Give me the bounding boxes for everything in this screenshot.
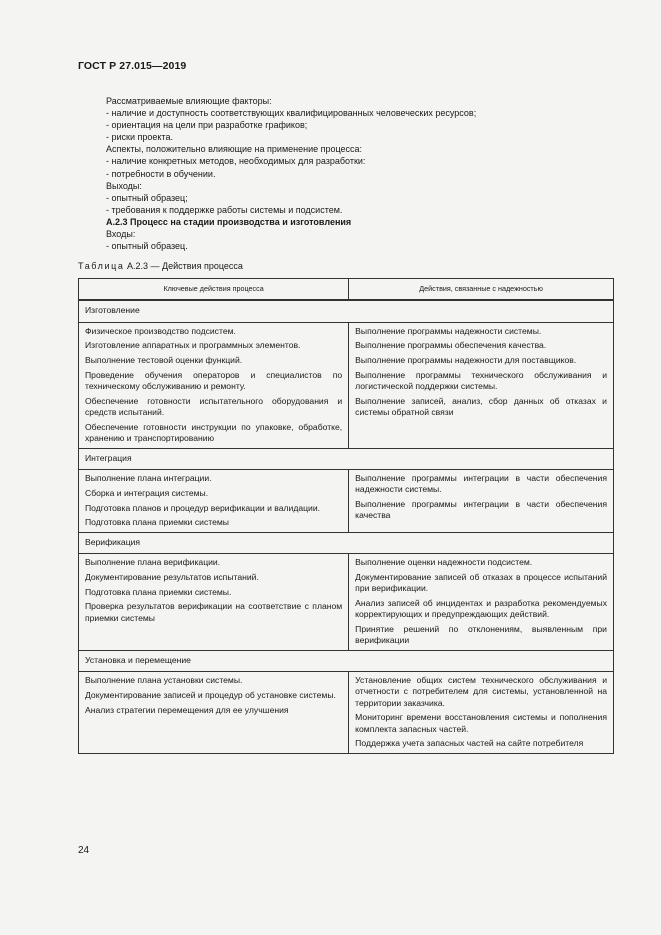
intro-line: Выходы: (106, 180, 142, 191)
action-item: Выполнение плана верификации. (85, 557, 221, 568)
table-caption-text: А.2.3 — Действия процесса (124, 261, 243, 271)
intro-line: - ориентация на цели при разработке графиков; (106, 120, 308, 131)
action-item: Документирование записей и процедур об установке системы. (85, 689, 336, 700)
intro-line: Входы: (106, 229, 136, 240)
intro-line: - требования к поддержке работы системы и подсистем. (106, 204, 343, 215)
intro-line: - наличие и доступность соответствующих квалифицированных человеческих ресурсов; (106, 108, 477, 119)
action-item: Обеспечение готовности инструкции по упаковке, обработке, хранению и транспортированию (85, 422, 343, 444)
action-item: Проведение обучения операторов и специалистов по техническому обслуживанию и ремонту. (85, 369, 343, 392)
section-title: Верификация (79, 532, 614, 553)
reliability-actions-cell (349, 671, 614, 753)
action-item: Подготовка плана приемки системы (85, 517, 229, 528)
action-item: Проверка результатов верификации на соответствие с планом приемки системы (85, 601, 343, 623)
intro-line: - риски проекта. (106, 132, 173, 143)
column-header-reliability-actions: Действия, связанные с надежностью (349, 279, 614, 301)
document-standard-title: ГОСТ Р 27.015—2019 (78, 60, 187, 72)
action-item: Мониторинг времени восстановления системы и пополнения комплекта запасных частей. (355, 712, 607, 734)
table-caption-prefix: Таблица (78, 261, 125, 271)
page-number: 24 (78, 845, 90, 856)
action-item: Выполнение программы интеграции в части обеспечения надежности системы. (355, 473, 607, 495)
action-item: Выполнение записей, анализ, сбор данных об отказах и системы обратной связи (355, 396, 607, 418)
intro-line: - потребности в обучении. (106, 168, 216, 179)
reliability-actions-cell (349, 470, 614, 533)
action-item: Выполнение плана установки системы. (85, 674, 243, 685)
section-title: Установка и перемещение (79, 650, 614, 671)
table-row (79, 554, 614, 651)
intro-line: Аспекты, положительно влияющие на применение процесса: (106, 144, 363, 155)
key-actions-cell (79, 671, 349, 753)
intro-line: - опытный образец; (106, 192, 188, 203)
action-item: Выполнение программы надежности системы. (355, 325, 542, 336)
section-row (79, 532, 614, 553)
section-row (79, 300, 614, 322)
section-row (79, 448, 614, 469)
action-item: Подготовка плана приемки системы. (85, 586, 232, 597)
action-item: Выполнение плана интеграции. (85, 473, 212, 484)
table-caption (78, 261, 243, 271)
action-item: Физическое производство подсистем. (85, 325, 236, 336)
action-item: Установление общих систем технического обслуживания и отчетности с потребителем для системы, установленной на территории заказчика. (355, 674, 607, 708)
key-actions-cell (79, 470, 349, 533)
column-header-key-actions: Ключевые действия процесса (79, 279, 349, 301)
section-title: Интеграция (79, 448, 614, 469)
intro-line: Рассматриваемые влияющие факторы: (106, 96, 272, 106)
table-header-row (79, 279, 614, 301)
action-item: Принятие решений по отклонениям, выявленным при верификации (355, 624, 607, 646)
key-actions-cell (79, 554, 349, 651)
intro-text (106, 95, 626, 252)
reliability-actions-cell (349, 322, 614, 448)
section-row (79, 650, 614, 671)
action-item: Выполнение тестовой оценки функций. (85, 355, 243, 366)
action-item: Анализ стратегии перемещения для ее улучшения (85, 704, 289, 715)
action-item: Выполнение оценки надежности подсистем. (355, 557, 533, 568)
action-item: Подготовка планов и процедур верификации и валидации. (85, 502, 321, 513)
reliability-actions-cell (349, 554, 614, 651)
section-heading: А.2.3 Процесс на стадии производства и изготовления (106, 216, 352, 227)
action-item: Сборка и интеграция системы. (85, 487, 209, 498)
action-item: Выполнение программы надежности для поставщиков. (355, 355, 577, 366)
table-row (79, 470, 614, 533)
key-actions-cell (79, 322, 349, 448)
table-row (79, 671, 614, 753)
action-item: Выполнение программы интеграции в части обеспечения качества (355, 499, 607, 521)
action-item: Анализ записей об инцидентах и разработка рекомендуемых корректирующих и предупреждающих действий. (355, 597, 607, 620)
action-item: Поддержка учета запасных частей на сайте потребителя (355, 738, 584, 749)
action-item: Документирование записей об отказах в процессе испытаний при верификации. (355, 571, 607, 594)
action-item: Документирование результатов испытаний. (85, 571, 259, 582)
action-item: Изготовление аппаратных и программных элементов. (85, 340, 301, 351)
intro-line: - наличие конкретных методов, необходимых для разработки: (106, 156, 366, 167)
action-item: Выполнение программы обеспечения качества. (355, 340, 547, 351)
section-title: Изготовление (79, 300, 614, 322)
table-body (79, 300, 614, 753)
intro-line: - опытный образец. (106, 241, 188, 252)
process-actions-table (78, 278, 614, 754)
action-item: Обеспечение готовности испытательного оборудования и средств испытаний. (85, 396, 343, 418)
action-item: Выполнение программы технического обслуживания и логистической поддержки системы. (355, 369, 607, 392)
table-row (79, 322, 614, 448)
